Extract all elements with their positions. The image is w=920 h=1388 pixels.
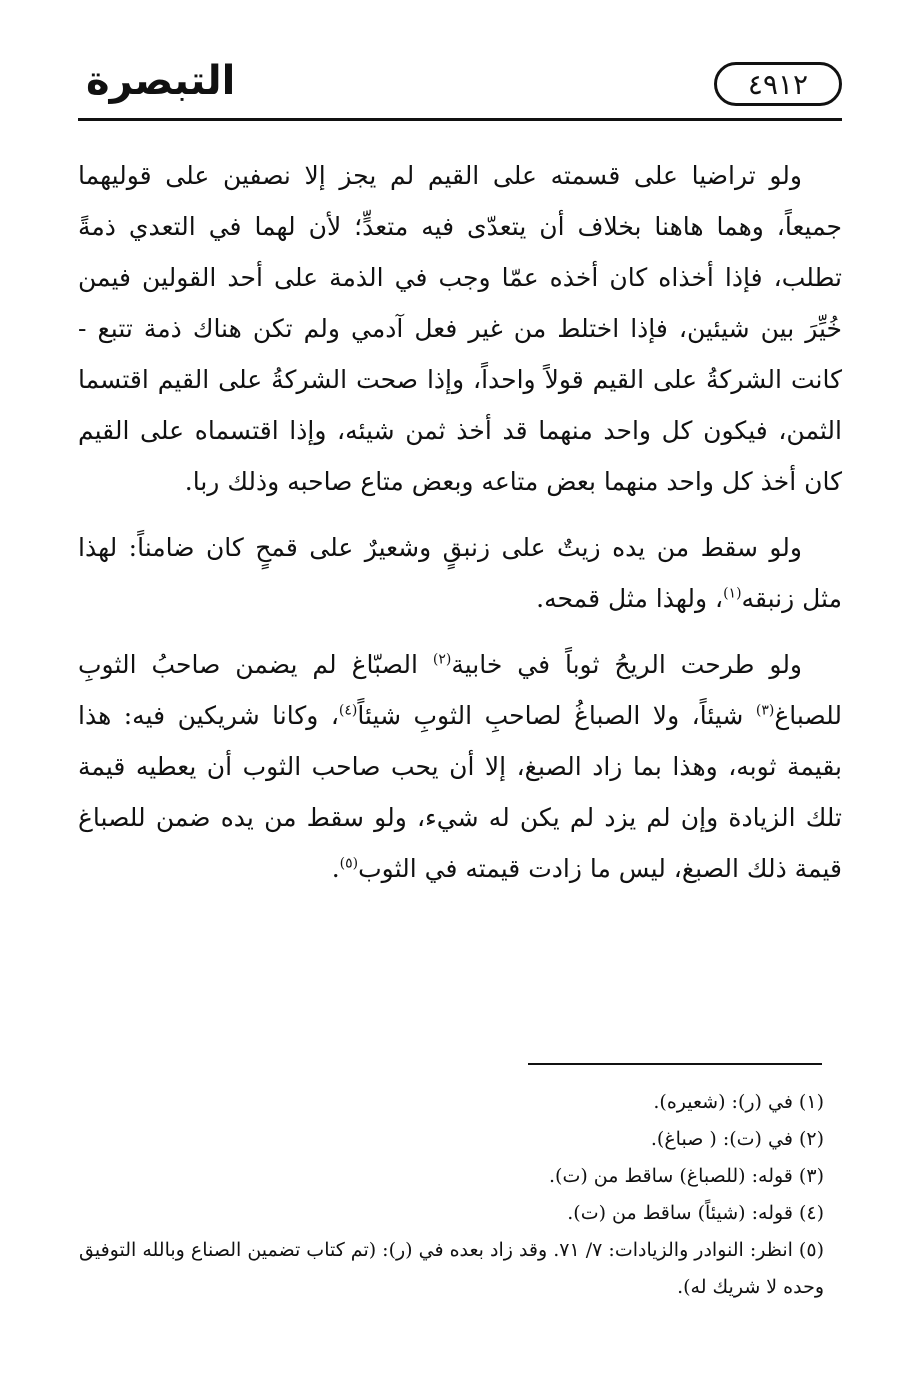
book-title: التبصرة [86, 58, 236, 104]
header-rule [78, 118, 842, 121]
paragraph-1: ولو تراضيا على قسمته على القيم لم يجز إلا نصفين على قوليهما جميعاً، وهما هاهنا بخلاف أن يتعدّى فيه متعدٍّ؛ لأن لهما في التعدي ذمةً تطلب، فإذا أخذاه كان أخذه عمّا وجب في الذمة على أحد القولين فيمن خُيِّرَ بين شيئين، فإذا اختلط من غير فعل آدمي ولم تكن هناك ذمة تتبع - كانت الشركةُ على القيم قولاً واحداً، وإذا صحت الشركةُ على القيم اقتسما الثمن، فيكون كل واحد منهما قد أخذ ثمن شيئه، وإذا اقتسماه على القيم كان أخذ كل واحد منهما بعض متاعه وبعض متاع صاحبه وذلك ربا. [78, 161, 842, 496]
note-ref-2: (٢) [432, 651, 452, 668]
page-number: ٤٩١٢ [714, 62, 842, 106]
footnote-2: (٢) في (ت): ( صباغ). [650, 1128, 824, 1150]
paragraph-3-text-a: ولو طرحت الريحُ ثوباً في خابية [451, 650, 803, 679]
paragraph-3-text-c: شيئاً، ولا الصباغُ لصاحبِ الثوبِ شيئاً [357, 701, 756, 730]
note-ref-5: (٥) [339, 855, 359, 872]
main-text [78, 150, 842, 894]
footnote-separator [528, 1063, 822, 1065]
paragraph-2-text-b: ، ولهذا مثل قمحه. [536, 584, 724, 613]
paragraph-3 [78, 639, 842, 894]
paragraph-2-text-a: ولو سقط من يده زيتٌ على زنبقٍ وشعيرٌ على قمحٍ كان ضامناً: لهذا مثل زنبقه [78, 533, 842, 613]
paragraph-3-text-e: . [331, 854, 340, 883]
paragraph-2 [78, 522, 842, 624]
footnote-1: (١) في (ر): (شعيره). [653, 1091, 824, 1113]
paragraph-3-text-d: ، وكانا شريكين فيه: هذا بقيمة ثوبه، وهذا بما زاد الصبغ، إلا أن يحب صاحب الثوب أن يعطيه قيمة تلك الزيادة وإن لم يزد لم يكن له شيء، ولو سقط من يده ضمن للصباغ قيمة ذلك الصبغ، ليس ما زادت قيمته في الثوب [78, 701, 842, 883]
footnote-5: (٥) انظر: النوادر والزيادات: ٧/ ٧١. وقد زاد بعده في (ر): (تم كتاب تضمين الصناع وبالله التوفيق وحده لا شريك له). [79, 1239, 824, 1298]
note-ref-1: (١) [723, 585, 742, 602]
footnotes [78, 1084, 824, 1306]
note-ref-4: (٤) [338, 702, 358, 719]
footnote-3: (٣) قوله: (للصباغ) ساقط من (ت). [549, 1165, 824, 1187]
paragraph-3-text-b: الصبّاغ لم يضمن صاحبُ الثوبِ للصباغ [78, 650, 842, 730]
note-ref-3: (٣) [755, 702, 775, 719]
footnote-4: (٤) قوله: (شيئاً) ساقط من (ت). [567, 1202, 824, 1224]
page-header [78, 54, 842, 124]
